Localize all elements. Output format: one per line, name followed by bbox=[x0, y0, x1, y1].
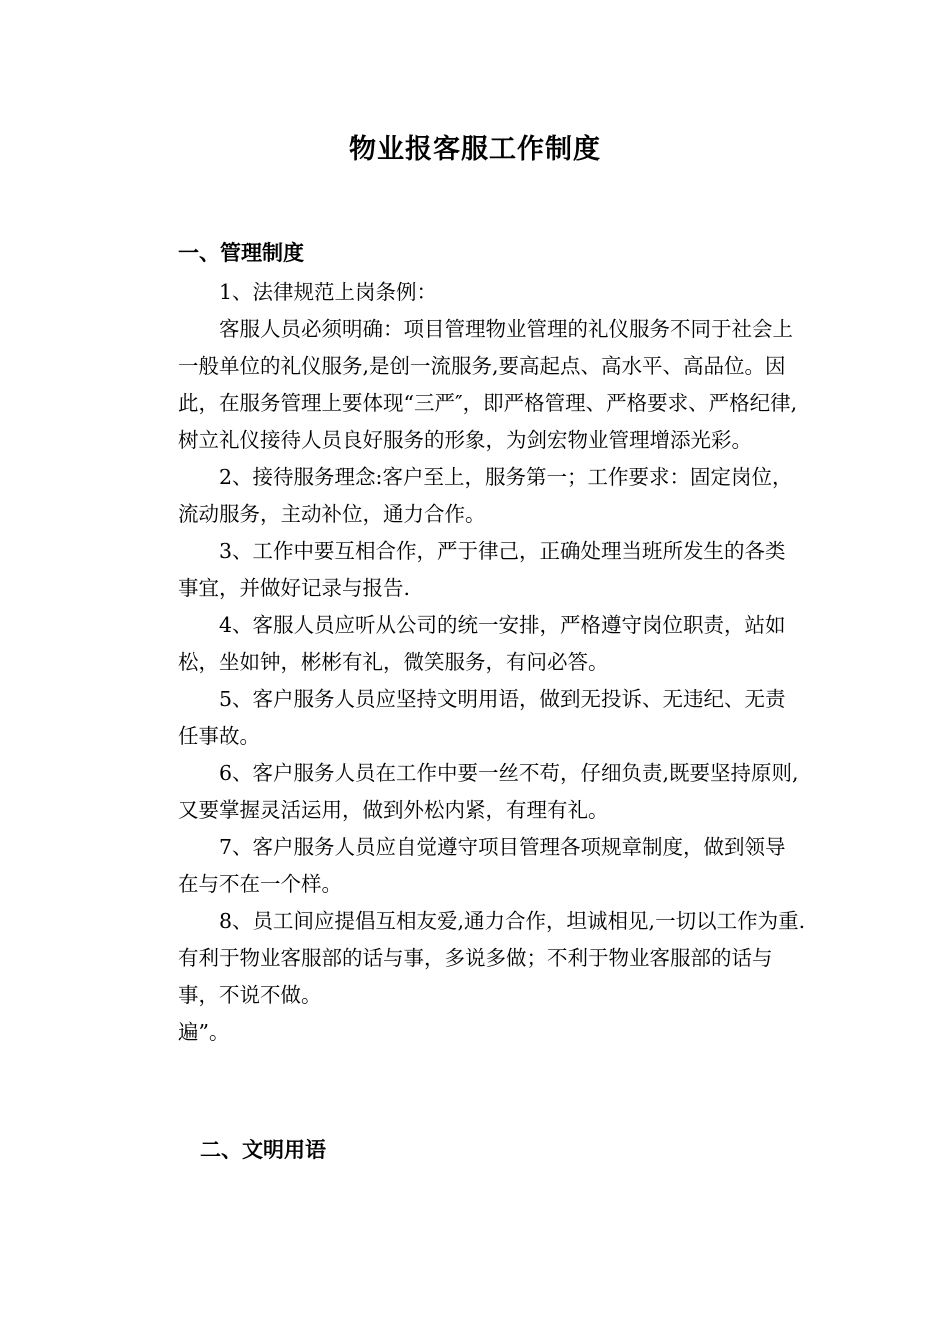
paragraph: 2、接待服务理念:客户至上，服务第一；工作要求：固定岗位，流动服务，主动补位，通力合作。 bbox=[178, 465, 793, 526]
section-heading-management: 一、管理制度 bbox=[178, 240, 304, 265]
paragraph: 1、法律规范上岗条例： bbox=[219, 280, 438, 304]
section-heading-civil-language: 二、文明用语 bbox=[200, 1137, 326, 1162]
section-body-management bbox=[178, 274, 806, 1051]
paragraph: 4、客服人员应听从公司的统一安排，严格遵守岗位职责，站如松，坐如钟，彬彬有礼，微笑服务，有问必答。 bbox=[178, 613, 786, 674]
paragraph: 客服人员必须明确：项目管理物业管理的礼仪服务不同于社会上一般单位的礼仪服务,是创一流服务,要高起点、高水平、高品位。因此，在服务管理上要体现“三严″，即严格管理、严格要求、严格纪律,树立礼仪接待人员良好服务的形象，为剑宏物业管理增添光彩。 bbox=[178, 317, 798, 452]
document-title: 物业报客服工作制度 bbox=[349, 134, 601, 165]
paragraph: 5、客户服务人员应坚持文明用语，做到无投诉、无违纪、无责任事故。 bbox=[178, 687, 786, 748]
paragraph: 3、工作中要互相合作，严于律己，正确处理当班所发生的各类事宜，并做好记录与报告. bbox=[178, 539, 786, 600]
paragraph: 6、客户服务人员在工作中要一丝不苟，仔细负责,既要坚持原则,又要掌握灵活运用，做到外松内紧，有理有礼。 bbox=[178, 761, 799, 822]
paragraph: 遍”。 bbox=[178, 1020, 230, 1044]
paragraph: 7、客户服务人员应自觉遵守项目管理各项规章制度，做到领导在与不在一个样。 bbox=[178, 835, 786, 896]
paragraph: 8、员工间应提倡互相友爱,通力合作，坦诚相见,一切以工作为重.有利于物业客服部的话与事，多说多做；不利于物业客服部的话与事，不说不做。 bbox=[178, 909, 806, 1007]
